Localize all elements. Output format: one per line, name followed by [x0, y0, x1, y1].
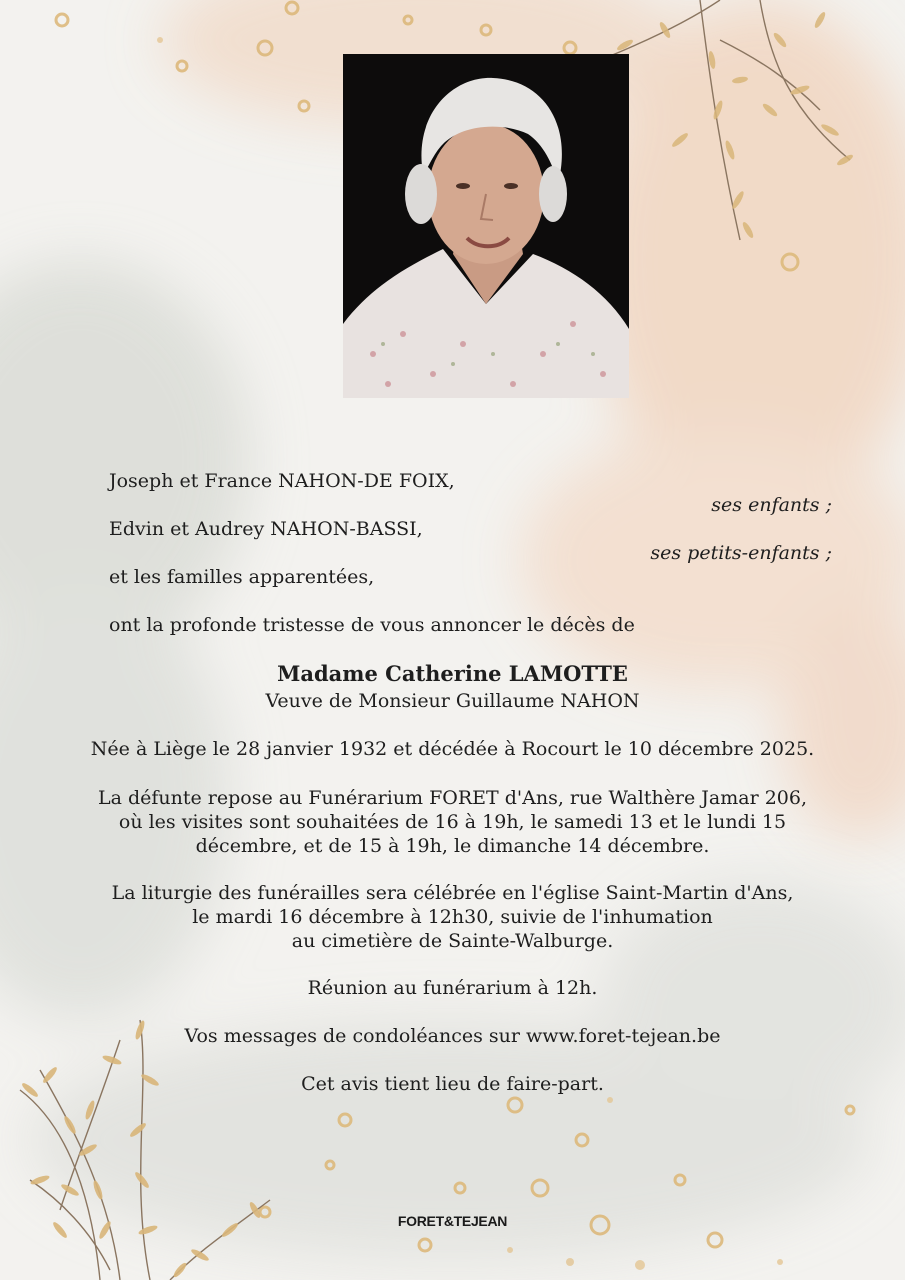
relation-children: ses enfants ; [711, 494, 832, 516]
family-line-grandchildren: Edvin et Audrey NAHON-BASSI, [109, 518, 423, 540]
portrait-photo [343, 54, 629, 398]
relation-grandchildren: ses petits-enfants ; [650, 542, 832, 564]
liturgy-line: au cimetière de Sainte-Walburge. [291, 930, 614, 952]
family-line-relatives: et les familles apparentées, [109, 566, 375, 588]
visitation-paragraph [60, 786, 845, 858]
liturgy-paragraph [60, 881, 845, 953]
family-line-children: Joseph et France NAHON-DE FOIX, [109, 470, 455, 492]
visitation-line: où les visites sont souhaitées de 16 à 19h, le samedi 13 et le lundi 15 [118, 811, 787, 833]
visitation-line: La défunte repose au Funérarium FORET d'Ans, rue Walthère Jamar 206, [97, 787, 808, 809]
birth-death-line: Née à Liège le 28 janvier 1932 et décédée à Rocourt le 10 décembre 2025. [90, 738, 815, 760]
deceased-name: Madame Catherine LAMOTTE [277, 661, 628, 686]
deceased-subtitle: Veuve de Monsieur Guillaume NAHON [265, 690, 640, 712]
funeral-home-logo: FORET&TEJEAN [397, 1213, 508, 1229]
notice-line: Cet avis tient lieu de faire-part. [301, 1073, 604, 1095]
announcement-intro: ont la profonde tristesse de vous annoncer le décès de [109, 614, 635, 636]
meeting-line: Réunion au funérarium à 12h. [307, 977, 598, 999]
liturgy-line: La liturgie des funérailles sera célébrée en l'église Saint-Martin d'Ans, [111, 882, 794, 904]
visitation-line: décembre, et de 15 à 19h, le dimanche 14 décembre. [195, 835, 710, 857]
condolences-line: Vos messages de condoléances sur www.foret-tejean.be [184, 1025, 721, 1047]
liturgy-line: le mardi 16 décembre à 12h30, suivie de l'inhumation [192, 906, 713, 928]
